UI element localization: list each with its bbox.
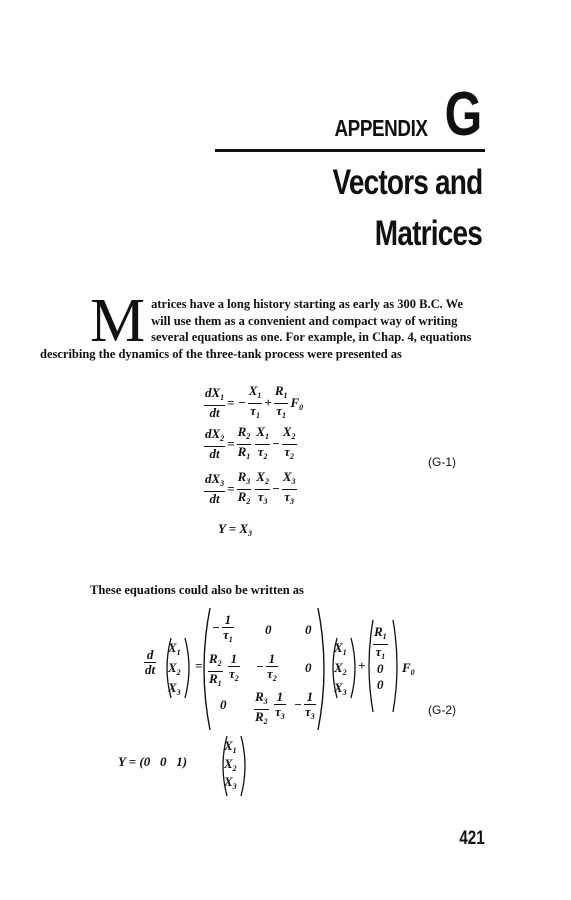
output-equation: Y = (0 0 1) xyxy=(118,754,188,769)
matrix-equation: $\frac{d}{dt}$ $X_1$ $X_2$ $X_3$ = − $\frac{1}{\tau_1}$ 0 0 $\frac{R_2}{R_1}$ $\frac{1}{\tau_2}$ − $\frac{1}{\tau_2}$ 0 0 $\frac{R_3}{R_2}$ $\frac{1}{\tau_3}$ − $\frac{1}{\tau_3}$ $X_1$ $X_2$ $X_3$ + $\frac{R_1}{\tau_1}$ 0 0 $F_0$ Y = (0 0 1) $X_1$ $X_2$ $X_3$ xyxy=(0,0,571,900)
intro-line-3: several equations as one. For example, in Chap. 4, equations xyxy=(151,330,472,344)
equation-2: $\frac{dX_2}{dt}$ = $\frac{R_2}{R_1}$ $\frac{X_1}{\tau_2}$ − $\frac{X_2}{\tau_2}$ xyxy=(205,423,296,461)
chapter-title-line1: Vectors and xyxy=(332,163,482,202)
body-text: These equations could also be written as xyxy=(90,583,304,597)
page-number: 421 xyxy=(459,828,485,849)
intro-line-1: atrices have a long history starting as early as 300 B.C. We xyxy=(151,297,464,311)
chapter-title-line2: Matrices xyxy=(374,214,482,253)
drop-cap: M xyxy=(90,287,146,355)
intro-line-4: describing the dynamics of the three-tank process were presented as xyxy=(40,346,402,361)
appendix-word: APPENDIX xyxy=(334,115,428,141)
appendix-letter: G xyxy=(444,80,482,149)
intro-line-2: will use them as a convenient and compact way of writing xyxy=(151,313,458,328)
equation-label-g1: (G-1) xyxy=(428,455,456,469)
equation-1: $\frac{dX_1}{dt}$ = − $\frac{X_1}{\tau_1}$ + $\frac{R_1}{\tau_1}$ $F_0$ xyxy=(205,382,304,420)
equation-3: $\frac{dX_3}{dt}$ = $\frac{R_3}{R_2}$ $\frac{X_2}{\tau_3}$ − $\frac{X_3}{\tau_3}$ xyxy=(205,468,296,506)
equation-4: $Y = X_3$ xyxy=(218,521,253,538)
equation-label-g2: (G-2) xyxy=(428,703,456,717)
